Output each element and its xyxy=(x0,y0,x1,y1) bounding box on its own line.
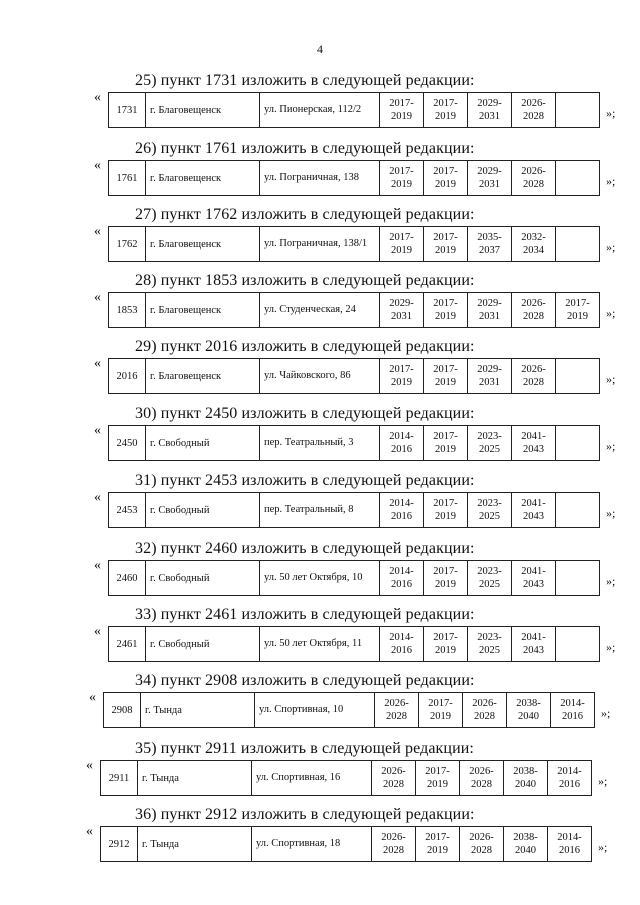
open-quote: « xyxy=(86,824,93,839)
amendment-heading: 28) пункт 1853 изложить в следующей редакции: xyxy=(135,272,475,289)
city-cell: г. Благовещенск xyxy=(145,293,259,327)
period-cell: 2038-2040 xyxy=(503,827,547,861)
city-cell: г. Свободный xyxy=(145,493,259,527)
period-cell: 2023-2025 xyxy=(467,426,511,460)
city-cell: г. Свободный xyxy=(145,426,259,460)
period-cell: 2014-2016 xyxy=(379,426,423,460)
period-cell: 2017-2019 xyxy=(555,293,599,327)
amendment-heading: 25) пункт 1731 изложить в следующей редакции: xyxy=(135,72,475,89)
period-cell: 2017-2019 xyxy=(423,627,467,661)
period-cell: 2029-2031 xyxy=(379,293,423,327)
address-cell: пер. Театральный, 8 xyxy=(259,493,379,527)
open-quote: « xyxy=(89,690,96,705)
table-row xyxy=(108,560,600,596)
close-quote: »; xyxy=(598,774,608,788)
amendment-heading: 33) пункт 2461 изложить в следующей редакции: xyxy=(135,606,475,623)
amendment-item xyxy=(0,606,640,666)
open-quote: « xyxy=(94,224,101,239)
open-quote: « xyxy=(94,90,101,105)
period-cell: 2017-2019 xyxy=(418,693,462,727)
item-number-cell: 2908 xyxy=(111,704,133,716)
period-cell xyxy=(555,161,599,195)
close-quote: »; xyxy=(606,306,616,320)
amendment-item xyxy=(0,540,640,600)
table-row xyxy=(108,425,600,461)
period-cell: 2014-2016 xyxy=(547,761,591,795)
amendment-item xyxy=(0,672,640,732)
period-cell: 2032-2034 xyxy=(511,227,555,261)
amendment-heading: 32) пункт 2460 изложить в следующей редакции: xyxy=(135,540,475,557)
period-cell: 2023-2025 xyxy=(467,493,511,527)
address-cell: ул. Чайковского, 86 xyxy=(259,359,379,393)
period-cell: 2014-2016 xyxy=(550,693,594,727)
period-cell: 2026-2028 xyxy=(371,827,415,861)
amendment-item xyxy=(0,472,640,532)
amendment-item xyxy=(0,72,640,132)
amendment-item xyxy=(0,206,640,266)
period-cell: 2041-2043 xyxy=(511,561,555,595)
period-cell: 2017-2019 xyxy=(415,761,459,795)
address-cell: ул. Спортивная, 10 xyxy=(254,693,374,727)
period-cell: 2017-2019 xyxy=(379,93,423,127)
period-cell: 2017-2019 xyxy=(423,561,467,595)
amendment-heading: 29) пункт 2016 изложить в следующей редакции: xyxy=(135,338,475,355)
close-quote: »; xyxy=(606,372,616,386)
amendment-item xyxy=(0,806,640,866)
period-cell: 2014-2016 xyxy=(379,561,423,595)
item-number-cell: 1761 xyxy=(116,172,138,184)
period-cell: 2026-2028 xyxy=(511,359,555,393)
period-cell: 2026-2028 xyxy=(459,761,503,795)
item-number-cell: 1762 xyxy=(116,238,138,250)
period-cell: 2038-2040 xyxy=(503,761,547,795)
amendment-heading: 30) пункт 2450 изложить в следующей редакции: xyxy=(135,405,475,422)
table-row xyxy=(108,160,600,196)
city-cell: г. Тында xyxy=(140,693,254,727)
address-cell: ул. Студенческая, 24 xyxy=(259,293,379,327)
table-row xyxy=(108,226,600,262)
period-cell: 2014-2016 xyxy=(379,493,423,527)
table-row xyxy=(103,692,595,728)
table-row xyxy=(108,292,600,328)
city-cell: г. Тында xyxy=(137,827,251,861)
period-cell: 2017-2019 xyxy=(423,293,467,327)
item-number-cell: 2453 xyxy=(116,504,138,516)
period-cell: 2017-2019 xyxy=(423,359,467,393)
item-number-cell: 2460 xyxy=(116,572,138,584)
period-cell: 2017-2019 xyxy=(423,227,467,261)
period-cell: 2014-2016 xyxy=(547,827,591,861)
table-row xyxy=(108,358,600,394)
amendment-heading: 27) пункт 1762 изложить в следующей редакции: xyxy=(135,206,475,223)
period-cell: 2017-2019 xyxy=(423,426,467,460)
close-quote: »; xyxy=(598,840,608,854)
close-quote: »; xyxy=(606,174,616,188)
period-cell: 2026-2028 xyxy=(374,693,418,727)
city-cell: г. Свободный xyxy=(145,561,259,595)
address-cell: ул. Пограничная, 138/1 xyxy=(259,227,379,261)
period-cell: 2017-2019 xyxy=(379,161,423,195)
table-row xyxy=(108,626,600,662)
close-quote: »; xyxy=(606,640,616,654)
period-cell: 2026-2028 xyxy=(371,761,415,795)
table-row xyxy=(108,492,600,528)
address-cell: пер. Театральный, 3 xyxy=(259,426,379,460)
amendment-item xyxy=(0,405,640,465)
close-quote: »; xyxy=(606,439,616,453)
open-quote: « xyxy=(94,624,101,639)
period-cell: 2017-2019 xyxy=(423,161,467,195)
period-cell: 2029-2031 xyxy=(467,293,511,327)
amendment-heading: 31) пункт 2453 изложить в следующей редакции: xyxy=(135,472,475,489)
open-quote: « xyxy=(86,758,93,773)
period-cell: 2029-2031 xyxy=(467,161,511,195)
period-cell: 2038-2040 xyxy=(506,693,550,727)
open-quote: « xyxy=(94,356,101,371)
item-number-cell: 2911 xyxy=(108,772,130,784)
city-cell: г. Благовещенск xyxy=(145,227,259,261)
period-cell: 2041-2043 xyxy=(511,493,555,527)
close-quote: »; xyxy=(606,106,616,120)
table-row xyxy=(108,92,600,128)
period-cell xyxy=(555,227,599,261)
period-cell: 2026-2028 xyxy=(462,693,506,727)
period-cell: 2026-2028 xyxy=(459,827,503,861)
period-cell xyxy=(555,93,599,127)
city-cell: г. Благовещенск xyxy=(145,93,259,127)
period-cell: 2041-2043 xyxy=(511,426,555,460)
city-cell: г. Тында xyxy=(137,761,251,795)
item-number-cell: 2461 xyxy=(116,638,138,650)
period-cell: 2017-2019 xyxy=(379,227,423,261)
address-cell: ул. Пионерская, 112/2 xyxy=(259,93,379,127)
period-cell: 2017-2019 xyxy=(415,827,459,861)
city-cell: г. Благовещенск xyxy=(145,161,259,195)
period-cell xyxy=(555,426,599,460)
item-number-cell: 2016 xyxy=(116,370,138,382)
period-cell: 2017-2019 xyxy=(423,93,467,127)
period-cell: 2026-2028 xyxy=(511,93,555,127)
amendment-item xyxy=(0,272,640,332)
table-row xyxy=(100,760,592,796)
amendment-heading: 34) пункт 2908 изложить в следующей редакции: xyxy=(135,672,475,689)
address-cell: ул. 50 лет Октября, 10 xyxy=(259,561,379,595)
address-cell: ул. 50 лет Октября, 11 xyxy=(259,627,379,661)
amendment-heading: 36) пункт 2912 изложить в следующей редакции: xyxy=(135,806,475,823)
close-quote: »; xyxy=(601,706,611,720)
period-cell: 2035-2037 xyxy=(467,227,511,261)
open-quote: « xyxy=(94,490,101,505)
close-quote: »; xyxy=(606,574,616,588)
open-quote: « xyxy=(94,423,101,438)
period-cell: 2026-2028 xyxy=(511,161,555,195)
amendment-heading: 26) пункт 1761 изложить в следующей редакции: xyxy=(135,140,475,157)
period-cell: 2017-2019 xyxy=(423,493,467,527)
period-cell xyxy=(555,493,599,527)
page-number: 4 xyxy=(317,42,323,56)
amendment-heading: 35) пункт 2911 изложить в следующей редакции: xyxy=(135,740,474,757)
period-cell xyxy=(555,627,599,661)
close-quote: »; xyxy=(606,506,616,520)
item-number-cell: 1853 xyxy=(116,304,138,316)
period-cell: 2029-2031 xyxy=(467,93,511,127)
period-cell: 2014-2016 xyxy=(379,627,423,661)
table-row xyxy=(100,826,592,862)
city-cell: г. Свободный xyxy=(145,627,259,661)
period-cell: 2023-2025 xyxy=(467,627,511,661)
address-cell: ул. Спортивная, 18 xyxy=(251,827,371,861)
item-number-cell: 2912 xyxy=(108,838,130,850)
item-number-cell: 2450 xyxy=(116,437,138,449)
amendment-item xyxy=(0,140,640,200)
period-cell: 2041-2043 xyxy=(511,627,555,661)
address-cell: ул. Пограничная, 138 xyxy=(259,161,379,195)
city-cell: г. Благовещенск xyxy=(145,359,259,393)
open-quote: « xyxy=(94,290,101,305)
amendment-item xyxy=(0,338,640,398)
open-quote: « xyxy=(94,558,101,573)
period-cell: 2029-2031 xyxy=(467,359,511,393)
period-cell: 2017-2019 xyxy=(379,359,423,393)
period-cell xyxy=(555,561,599,595)
amendment-item xyxy=(0,740,640,800)
item-number-cell: 1731 xyxy=(116,104,138,116)
period-cell xyxy=(555,359,599,393)
close-quote: »; xyxy=(606,240,616,254)
period-cell: 2023-2025 xyxy=(467,561,511,595)
open-quote: « xyxy=(94,158,101,173)
address-cell: ул. Спортивная, 16 xyxy=(251,761,371,795)
period-cell: 2026-2028 xyxy=(511,293,555,327)
